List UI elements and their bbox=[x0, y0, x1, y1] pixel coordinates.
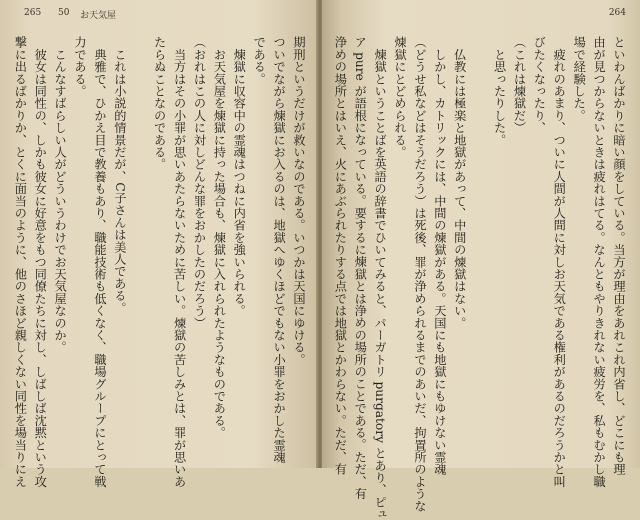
right-page-body bbox=[333, 36, 628, 520]
text-line: といわんばかりに暗い顔をしている。当方が理由をあれこれ内省し、どこにも理 bbox=[612, 36, 626, 476]
right-page bbox=[322, 0, 640, 520]
text-line: 典雅で、ひかえ目で教養もあり、職能技術も低くなく、職場グループにとって戦 bbox=[92, 36, 107, 488]
running-title: お天気屋 bbox=[80, 11, 117, 21]
text-line: びたくなったり、 bbox=[532, 36, 547, 134]
text-line: こんなすばらしい人がどういうわけでお天気屋なのか。 bbox=[53, 36, 68, 354]
text-line: 由が見つからないときは疲れはてる。なんともやりきれない疲労を、私もむかし職 bbox=[592, 36, 607, 488]
right-page-number: 264 bbox=[608, 8, 626, 18]
text-line: 浄めの場所とはいえ、火にあぶられたりする点では地獄とかわらない。ただ、有 bbox=[333, 36, 348, 476]
text-line: 疲れのあまり、ついに人間が人間に対しお天気である権利があるのだろうかと叫 bbox=[552, 36, 567, 488]
left-page bbox=[0, 0, 318, 488]
text-line: である。 bbox=[252, 36, 267, 85]
text-line: ア pure が語根になっている。要するに煉獄とは浄めの場所のことである。ただ、有 bbox=[353, 36, 368, 500]
text-line: 煉獄にとどめられる。 bbox=[393, 36, 408, 158]
text-line: 撃に出るばかりか、とくに面当のように、他のさほど親しくない同性を場当りにえ bbox=[13, 36, 28, 488]
text-line: 期刑というだけが救いなのである。いつかは天国にゆける。 bbox=[292, 36, 306, 366]
text-line: 煉獄に収容中の霊魂はつねに内省を強いられる。 bbox=[232, 36, 247, 317]
text-line: 場で経験した。 bbox=[572, 36, 587, 122]
text-line: これは小説的情景だが、C子さんは美人である。 bbox=[112, 36, 127, 314]
text-line: ついでながら煉獄にお入るのは、地獄へゆくほどでもない小罪をおかした霊魂 bbox=[272, 36, 287, 463]
text-line: 煉獄ということばを英語の辞書でひいてみると、パーガトリ purgatory とあり、ピュ bbox=[373, 36, 388, 520]
text-line: しかし、カトリックには、中間の煉獄がある。天国にも地獄にもゆけない霊魂 bbox=[432, 36, 447, 476]
text-line: 力である。 bbox=[73, 36, 88, 97]
text-line: 仏教には極楽と地獄があって、中間の煉獄はない。 bbox=[452, 36, 467, 329]
left-page-body bbox=[13, 36, 308, 488]
chapter-number: 50 bbox=[58, 8, 70, 18]
text-line: 当方はその小罪が思いあたらないために苦しい。煉獄の苦しみとは、罪が思いあ bbox=[172, 36, 187, 488]
text-line: （おれはこの人に対しどんな罪をおかしたのだろう） bbox=[192, 36, 207, 329]
text-line: と思ったりした。 bbox=[492, 36, 507, 146]
text-line: お天気屋を煉獄に持った場合も、煉獄に入れられたようなものである。 bbox=[212, 36, 227, 439]
text-line: （どうせ私などはそうだろう）は死後、罪が浄められるまでのあいだ、拘置所のような bbox=[412, 36, 427, 512]
left-page-number: 265 bbox=[24, 8, 42, 18]
text-line: 彼女は同性の、しかも彼女に好意をもつ同僚たちに対し、しばしば沈黙という攻 bbox=[33, 36, 48, 488]
text-line: たらぬことなのである。 bbox=[152, 36, 167, 171]
text-line: （これは煉獄だ） bbox=[512, 36, 527, 134]
